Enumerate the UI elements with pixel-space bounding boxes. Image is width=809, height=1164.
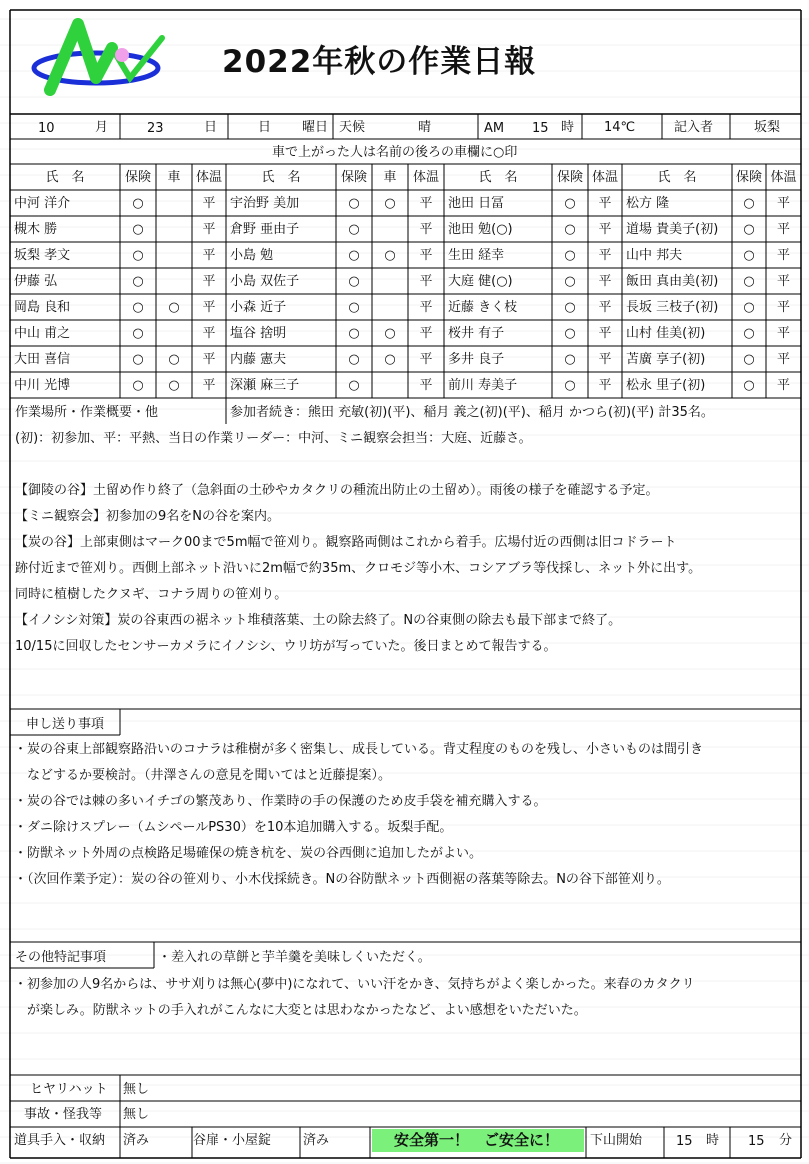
roster-cell-temp: 平 — [202, 274, 216, 289]
gate-value: 済み — [303, 1133, 330, 1148]
hour-unit: 時 — [561, 120, 575, 135]
roster-cell-temp: 平 — [598, 352, 612, 367]
participants-continued: 参加者続き：熊田 充敏(初)(平)、稲月 義之(初)(平)、稲月 かつら(初)(平) 計35名。 — [230, 405, 714, 420]
roster-cell-insurance: ○ — [564, 248, 576, 263]
roster-cell-temp: 平 — [598, 300, 612, 315]
roster-cell-temp: 平 — [419, 352, 433, 367]
safety-slogan: 安全第一！ ご安全に！ — [394, 1131, 560, 1149]
participant-name: 苫廣 享子(初) — [626, 352, 706, 367]
accident-value: 無し — [123, 1107, 150, 1122]
roster-cell-insurance: ○ — [132, 352, 144, 367]
month-unit: 月 — [95, 120, 109, 135]
weather-label: 天候 — [339, 120, 366, 135]
roster-cell-insurance: ○ — [348, 248, 360, 263]
recorder-value: 坂梨 — [754, 120, 781, 135]
roster-cell-temp: 平 — [776, 222, 790, 237]
roster-header-temp: 体温 — [591, 170, 618, 185]
participant-name: 大田 喜信 — [14, 352, 71, 367]
participant-name: 山村 佳美(初) — [626, 326, 706, 341]
roster-cell-insurance: ○ — [348, 196, 360, 211]
roster-cell-temp: 平 — [419, 300, 433, 315]
work-line: 同時に植樹したクヌギ、コナラ周りの笹刈り。 — [15, 587, 288, 602]
participant-name: 桜井 有子 — [448, 326, 505, 341]
participant-name: 松方 隆 — [626, 196, 670, 211]
recorder-label: 記入者 — [674, 120, 714, 135]
roster-cell-car: ○ — [384, 326, 396, 341]
roster-cell-insurance: ○ — [132, 274, 144, 289]
roster-cell-insurance: ○ — [348, 222, 360, 237]
work-section-label: 作業場所・作業概要・他 — [15, 405, 159, 420]
notes-line: ・初参加の人9名からは、ササ刈りは無心(夢中)になれて、いい汗をかき、気持ちがよく楽しかった。来春のカタクリ — [14, 977, 695, 992]
weekday-unit: 曜日 — [302, 120, 329, 135]
participant-name: 坂梨 孝文 — [14, 248, 71, 263]
roster-cell-insurance: ○ — [564, 378, 576, 393]
roster-cell-insurance: ○ — [743, 352, 755, 367]
roster-cell-temp: 平 — [202, 378, 216, 393]
roster-cell-temp: 平 — [776, 326, 790, 341]
participant-name: 山中 邦夫 — [626, 248, 683, 263]
roster-cell-temp: 平 — [419, 248, 433, 263]
roster-header-name: 氏 名 — [45, 170, 85, 185]
roster-cell-temp: 平 — [776, 300, 790, 315]
roster-cell-insurance: ○ — [743, 274, 755, 289]
descent-label: 下山開始 — [590, 1133, 643, 1148]
roster-cell-insurance: ○ — [743, 196, 755, 211]
roster-cell-temp: 平 — [419, 378, 433, 393]
roster-cell-temp: 平 — [776, 378, 790, 393]
roster-header-name: 氏 名 — [261, 170, 301, 185]
roster-cell-insurance: ○ — [348, 326, 360, 341]
weather-value: 晴 — [418, 120, 432, 135]
roster-cell-temp: 平 — [419, 326, 433, 341]
work-line: (初)：初参加、平：平熱、当日の作業リーダー：中河、ミニ観察会担当：大庭、近藤さ。 — [15, 431, 532, 446]
roster-header-name: 氏 名 — [657, 170, 697, 185]
near-miss-label: ヒヤリハット — [30, 1082, 108, 1097]
day-value: 23 — [147, 121, 164, 136]
month-value: 10 — [38, 121, 55, 136]
roster-header-temp: 体温 — [195, 170, 222, 185]
participant-name: 前川 寿美子 — [448, 378, 518, 393]
roster-cell-temp: 平 — [419, 274, 433, 289]
near-miss-value: 無し — [123, 1082, 150, 1097]
gate-label: 谷扉・小屋錠 — [193, 1133, 272, 1148]
roster-cell-insurance: ○ — [564, 196, 576, 211]
participant-name: 倉野 亜由子 — [230, 222, 300, 237]
roster-cell-temp: 平 — [598, 248, 612, 263]
roster-cell-temp: 平 — [776, 248, 790, 263]
roster-cell-car: ○ — [384, 248, 396, 263]
roster-cell-car: ○ — [384, 196, 396, 211]
roster-header-temp: 体温 — [770, 170, 797, 185]
participant-name: 内藤 憲夫 — [230, 352, 287, 367]
roster-cell-car: ○ — [168, 300, 180, 315]
participant-name: 生田 経幸 — [448, 248, 505, 263]
roster-cell-insurance: ○ — [132, 248, 144, 263]
roster-cell-temp: 平 — [598, 326, 612, 341]
roster-cell-temp: 平 — [776, 274, 790, 289]
roster-header-name: 氏 名 — [478, 170, 518, 185]
participant-name: 深瀬 麻三子 — [230, 378, 300, 393]
work-line: 【炭の谷】上部東側はマーク00まで5m幅で笹刈り。観察路両側はこれから着手。広場付近の西側は旧コドラート — [15, 535, 677, 550]
temperature-value: 14℃ — [604, 120, 636, 135]
roster-cell-temp: 平 — [598, 378, 612, 393]
logo-icon — [30, 18, 170, 98]
roster-cell-temp: 平 — [202, 300, 216, 315]
car-note: 車で上がった人は名前の後ろの車欄に○印 — [272, 145, 518, 160]
participant-name: 飯田 真由美(初) — [626, 274, 719, 289]
roster-cell-insurance: ○ — [743, 222, 755, 237]
participant-name: 槻木 勝 — [14, 222, 58, 237]
participant-name: 岡島 良和 — [14, 300, 71, 315]
work-line: 【御陵の谷】土留め作り終了（急斜面の土砂やカタクリの種流出防止の土留め）。雨後の様子を確認する予定。 — [15, 483, 659, 498]
roster-header-car: 車 — [383, 170, 397, 185]
participant-name: 道場 貴美子(初) — [626, 222, 719, 237]
participant-name: 伊藤 弘 — [14, 274, 58, 289]
roster-cell-insurance: ○ — [348, 300, 360, 315]
handover-line: ・炭の谷東上部観察路沿いのコナラは稚樹が多く密集し、成長している。背丈程度のものを残し、小さいものは間引き — [14, 742, 704, 757]
roster-header-insurance: 保険 — [735, 170, 762, 185]
handover-line: ・炭の谷では棘の多いイチゴの繁茂あり、作業時の手の保護のため皮手袋を補充購入する。 — [14, 794, 547, 809]
handover-label: 申し送り事項 — [26, 717, 105, 732]
roster-cell-insurance: ○ — [743, 300, 755, 315]
roster-header-insurance: 保険 — [340, 170, 367, 185]
participant-name: 多井 良子 — [448, 352, 505, 367]
descent-hour-unit: 時 — [706, 1133, 720, 1148]
roster-cell-insurance: ○ — [743, 248, 755, 263]
roster-cell-temp: 平 — [598, 274, 612, 289]
roster-header-insurance: 保険 — [556, 170, 583, 185]
weekday-value: 日 — [258, 120, 272, 135]
roster-cell-insurance: ○ — [348, 274, 360, 289]
participant-name: 長坂 三枝子(初) — [626, 300, 719, 315]
roster-cell-temp: 平 — [202, 196, 216, 211]
roster-cell-insurance: ○ — [564, 274, 576, 289]
roster-cell-insurance: ○ — [743, 378, 755, 393]
notes-line: が楽しみ。防獣ネットの手入れがこんなに大変とは思わなかったなど、よい感想をいただいた。 — [14, 1003, 587, 1018]
participant-name: 塩谷 捨明 — [230, 326, 287, 341]
descent-hour: 15 — [676, 1134, 693, 1149]
work-line: 【ミニ観察会】初参加の9名をNの谷を案内。 — [15, 509, 280, 524]
work-line: 【イノシシ対策】炭の谷東西の裾ネット堆積落葉、土の除去終了。Nの谷東側の除去も最下部まで終了。 — [15, 613, 622, 628]
participant-name: 宇治野 美加 — [230, 196, 300, 211]
roster-cell-car: ○ — [168, 352, 180, 367]
participant-name: 松永 里子(初) — [626, 378, 706, 393]
participant-name: 近藤 きく枝 — [448, 300, 518, 315]
roster-cell-insurance: ○ — [348, 378, 360, 393]
participant-name: 中川 光博 — [14, 378, 71, 393]
tools-value: 済み — [123, 1133, 150, 1148]
roster-cell-insurance: ○ — [564, 326, 576, 341]
roster-cell-temp: 平 — [202, 352, 216, 367]
roster-cell-insurance: ○ — [564, 300, 576, 315]
participant-name: 小島 勉 — [230, 248, 274, 263]
descent-minute-unit: 分 — [779, 1133, 793, 1148]
participant-name: 池田 勉(○) — [448, 222, 513, 237]
day-unit: 日 — [204, 120, 218, 135]
page-title: 2022年秋の作業日報 — [222, 44, 537, 80]
roster-cell-temp: 平 — [419, 196, 433, 211]
handover-line: などするか要検討。（井澤さんの意見を聞いてはと近藤提案）。 — [14, 768, 392, 783]
roster-cell-car: ○ — [168, 378, 180, 393]
roster-header-insurance: 保険 — [124, 170, 151, 185]
roster-cell-insurance: ○ — [132, 326, 144, 341]
handover-line: ・ダニ除けスプレー（ムシペールPS30）を10本追加購入する。坂梨手配。 — [14, 820, 453, 835]
descent-minute: 15 — [748, 1134, 765, 1149]
roster-cell-temp: 平 — [202, 248, 216, 263]
roster-header-car: 車 — [167, 170, 181, 185]
roster-cell-insurance: ○ — [132, 196, 144, 211]
roster-cell-insurance: ○ — [132, 378, 144, 393]
roster-cell-insurance: ○ — [348, 352, 360, 367]
roster-cell-insurance: ○ — [743, 326, 755, 341]
hour-value: 15 — [532, 121, 549, 136]
roster-cell-insurance: ○ — [132, 222, 144, 237]
participant-name: 中河 洋介 — [14, 196, 71, 211]
roster-cell-temp: 平 — [202, 222, 216, 237]
handover-line: ・（次回作業予定）：炭の谷の笹刈り、小木伐採続き。Nの谷防獣ネット西側裾の落葉等除去。Nの谷下部笹刈り。 — [14, 872, 670, 887]
roster-header-temp: 体温 — [412, 170, 439, 185]
work-line: 10/15に回収したセンサーカメラにイノシシ、ウリ坊が写っていた。後日まとめて報告する。 — [15, 639, 557, 654]
roster-cell-temp: 平 — [776, 196, 790, 211]
participant-name: 小島 双佐子 — [230, 274, 300, 289]
participant-name: 大庭 健(○) — [448, 274, 513, 289]
roster-cell-car: ○ — [384, 352, 396, 367]
roster-cell-temp: 平 — [202, 326, 216, 341]
participant-name: 小森 近子 — [230, 300, 287, 315]
ampm-value: AM — [484, 121, 505, 136]
notes-label: その他特記事項 — [15, 950, 107, 965]
roster-cell-temp: 平 — [598, 222, 612, 237]
roster-cell-insurance: ○ — [564, 352, 576, 367]
roster-cell-temp: 平 — [776, 352, 790, 367]
tools-label: 道具手入・収納 — [14, 1133, 106, 1148]
notes-first-line: ・差入れの草餅と芋羊羹を美味しくいただく。 — [158, 950, 431, 965]
handover-line: ・防獣ネット外周の点検路足場確保の焼き杭を、炭の谷西側に追加したがよい。 — [14, 846, 483, 861]
participant-name: 中山 甫之 — [14, 326, 71, 341]
participant-name: 池田 日冨 — [448, 196, 505, 211]
roster-cell-temp: 平 — [419, 222, 433, 237]
roster-cell-insurance: ○ — [564, 222, 576, 237]
work-line: 跡付近まで笹刈り。西側上部ネット沿いに2m幅で約35m、クロモジ等小木、コシアブラ等伐採し、ネット外に出す。 — [15, 561, 702, 576]
roster-cell-insurance: ○ — [132, 300, 144, 315]
accident-label: 事故・怪我等 — [24, 1107, 103, 1122]
roster-cell-temp: 平 — [598, 196, 612, 211]
